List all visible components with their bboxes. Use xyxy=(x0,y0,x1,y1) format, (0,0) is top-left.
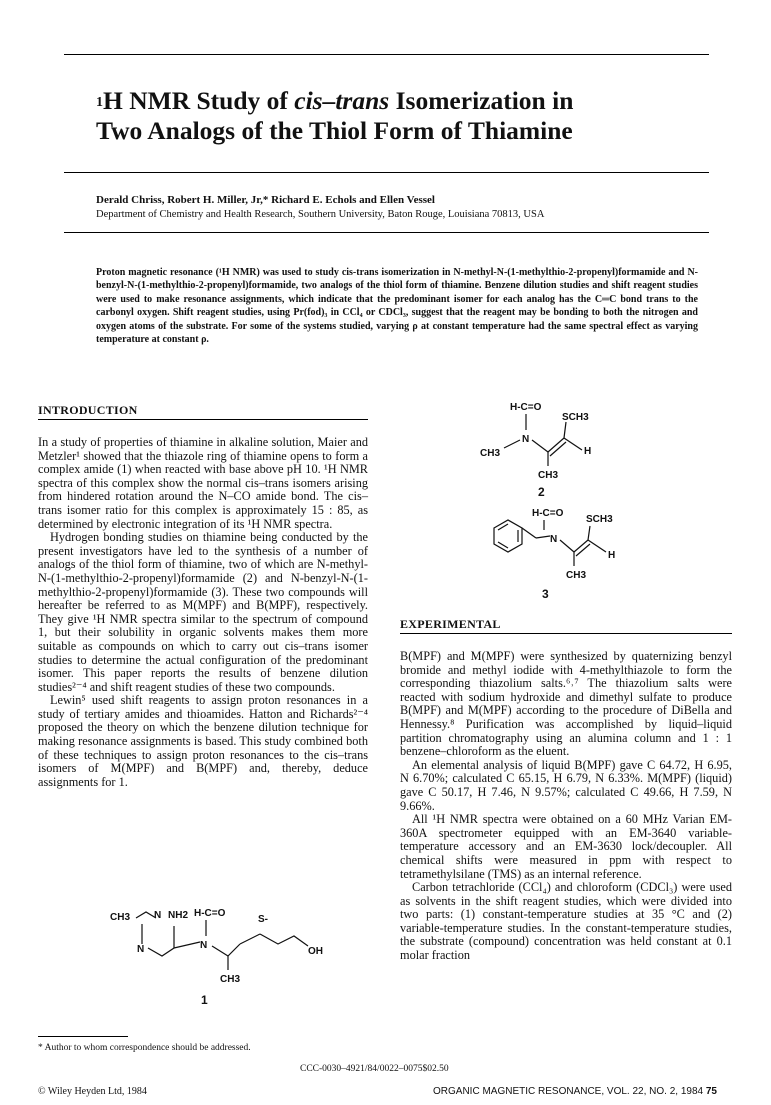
s3-h: H xyxy=(608,550,616,561)
experimental-heading: EXPERIMENTAL xyxy=(400,617,501,631)
experimental-rule xyxy=(400,633,732,634)
s1-label: 1 xyxy=(201,993,208,1007)
s1-s: S- xyxy=(258,914,268,925)
s3-hco: H-C=O xyxy=(532,508,564,519)
publisher-footer: © Wiley Heyden Ltd, 1984 xyxy=(38,1086,147,1097)
intro-paragraph-2: Hydrogen bonding studies on thiamine being conducted by the present investigators have led to the synthesis of a number of analogs of the thiol form of thiamine, two of which are N-methyl-N-(1-methylthio-2-propenyl)formamide (2) and N-benzyl-N-(1-methylthio-2-propenyl)formamide (3). These two compounds will hereafter be referred to as M(MPF) and B(MPF), respectively. They give ¹H NMR spectra similar to the spectrum of compound 1, but their solubility in organic solvents makes them more suitable as compounds on which to carry out cis–trans isomer studies to determine the actual configuration of the predominant isomer. This paper reports the results of benzene dilution studies²⁻⁴ and shift reagent studies of these two compounds. xyxy=(38,530,368,694)
s3-sch3: SCH3 xyxy=(586,514,613,525)
structure-1-diagram xyxy=(110,904,350,1034)
ccc-code: CCC-0030–4921/84/0022–0075$02.50 xyxy=(300,1064,449,1074)
intro-paragraph-1: In a study of properties of thiamine in alkaline solution, Maier and Metzler¹ showed that the thiazole ring of thiamine opens to form a complex amide (1) when reacted with base above pH 10. ¹H NMR spectra of this complex show the normal cis–trans isomers arising from hindered rotation around the N–CO amide bond. The cis–trans isomer ratio for this complex is approximately 15 : 85, as determined by electronic integration of its ¹H NMR spectra. xyxy=(38,435,368,531)
intro-paragraph-3: Lewin⁵ used shift reagents to assign proton resonances in a study of tertiary amides and thioamides. Hatton and Richards²⁻⁴ proposed the theory on which the benzene dilution technique for making resonance assignments is based. This study combined both of these techniques to assign proton resonances to the cis–trans isomers of M(MPF) and B(MPF) and, thereby, deduce assignments for 1. xyxy=(38,693,368,789)
s2-label: 2 xyxy=(538,485,545,498)
structure-2-diagram xyxy=(470,398,650,498)
s1-nh2: NH2 xyxy=(168,910,189,921)
title-rule xyxy=(64,172,709,173)
s1-n3: N xyxy=(200,940,208,951)
s3-label: 3 xyxy=(542,587,549,601)
experimental-paragraph-1: B(MPF) and M(MPF) were synthesized by quaternizing benzyl bromide and methyl iodide with 4-methylthiazole to form the corresponding thiazolium salts.⁶˒⁷ The thiazolium salts were reacted with sodium hydroxide and dimethyl sulfate to produce B(MPF) and M(MPF) according to the procedure of DiBella and Hennessy.⁸ Purification was accomplished by liquid–liquid partition chromatography using an alumina column and 1 : 1 benzene–chloroform as the eluent. xyxy=(400,649,732,759)
author-rule xyxy=(64,232,709,233)
abstract: Proton magnetic resonance (¹H NMR) was used to study cis-trans isomerization in N-methyl-N-(1-methylthio-2-propenyl)formamide and N-benzyl-N-(1-methylthio-2-propenyl)formamide, two analogs of the thiol form of thiamine. Benzene dilution studies and shift reagent studies were used to make resonance assignments, which indicate that the predominant isomer for each analog has the C═C bond trans to the carbonyl oxygen. Shift reagent studies, using Pr(fod)₃ in CCl₄ or CDCl₃, suggest that the reagent may be bonding to both the nitrogen and oxygen atoms of the substrate. For some of the systems studied, varying ρ at constant temperature had the same spectral effect as varying temperature at constant ρ. xyxy=(96,267,698,346)
experimental-paragraph-2: An elemental analysis of liquid B(MPF) gave C 64.72, H 6.95, N 6.70%; calculated C 65.15, H 6.79, N 6.33%. M(MPF) (liquid) gave C 50.17, H 7.46, N 9.57%; calculated C 49.66, H 7.59, N 9.66%. xyxy=(400,757,732,813)
intro-rule xyxy=(38,419,368,420)
s3-n: N xyxy=(550,534,558,545)
footnote-rule xyxy=(38,1036,128,1037)
s3-ch3b: CH3 xyxy=(566,570,587,581)
s2-ch3: CH3 xyxy=(480,448,501,459)
structure-3-diagram xyxy=(470,500,650,620)
s1-oh: OH xyxy=(308,946,323,957)
experimental-paragraph-4: Carbon tetrachloride (CCl₄) and chloroform (CDCl₃) were used as solvents in the shift reagent studies, which were divided into two parts: (1) constant-temperature studies at 35 °C and (2) variable-temperature studies. In the constant-temperature studies, the substrate (compound) concentration was held constant at 0.1 molar fraction xyxy=(400,880,732,963)
top-rule xyxy=(64,54,709,55)
s1-hco: H-C=O xyxy=(194,908,226,919)
experimental-body xyxy=(400,650,732,963)
s1-ch3b: CH3 xyxy=(220,974,241,985)
s1-n2: N xyxy=(137,944,145,955)
s2-ch3b: CH3 xyxy=(538,470,559,481)
s2-n: N xyxy=(522,434,530,445)
experimental-paragraph-3: All ¹H NMR spectra were obtained on a 60 MHz Varian EM-360A spectrometer equipped with an EM-3640 variable-temperature accessory and an EM-3630 lock/decoupler. All chemical shifts were measured in ppm with respect to tetramethylsilane (TMS) as an internal reference. xyxy=(400,812,732,881)
s2-sch3: SCH3 xyxy=(562,412,589,423)
s2-h: H xyxy=(584,446,592,457)
intro-body xyxy=(38,436,368,789)
footnote: * Author to whom correspondence should be addressed. xyxy=(38,1043,251,1053)
affiliation: Department of Chemistry and Health Research, Southern University, Baton Rouge, Louisiana 70813, USA xyxy=(96,209,545,220)
s1-ch3: CH3 xyxy=(110,912,131,923)
page-number: 75 xyxy=(705,1086,717,1097)
authors: Derald Chriss, Robert H. Miller, Jr,* Richard E. Echols and Ellen Vessel xyxy=(96,194,435,206)
s1-n: N xyxy=(154,910,162,921)
intro-heading: INTRODUCTION xyxy=(38,403,138,417)
journal-footer: ORGANIC MAGNETIC RESONANCE, VOL. 22, NO. 2, 1984 75 xyxy=(433,1086,717,1097)
s2-hco: H-C=O xyxy=(510,402,542,413)
article-title: $^1$H NMR Study of cis–trans Isomerization in Two Analogs of the Thiol Form of Thiamine xyxy=(96,86,574,145)
